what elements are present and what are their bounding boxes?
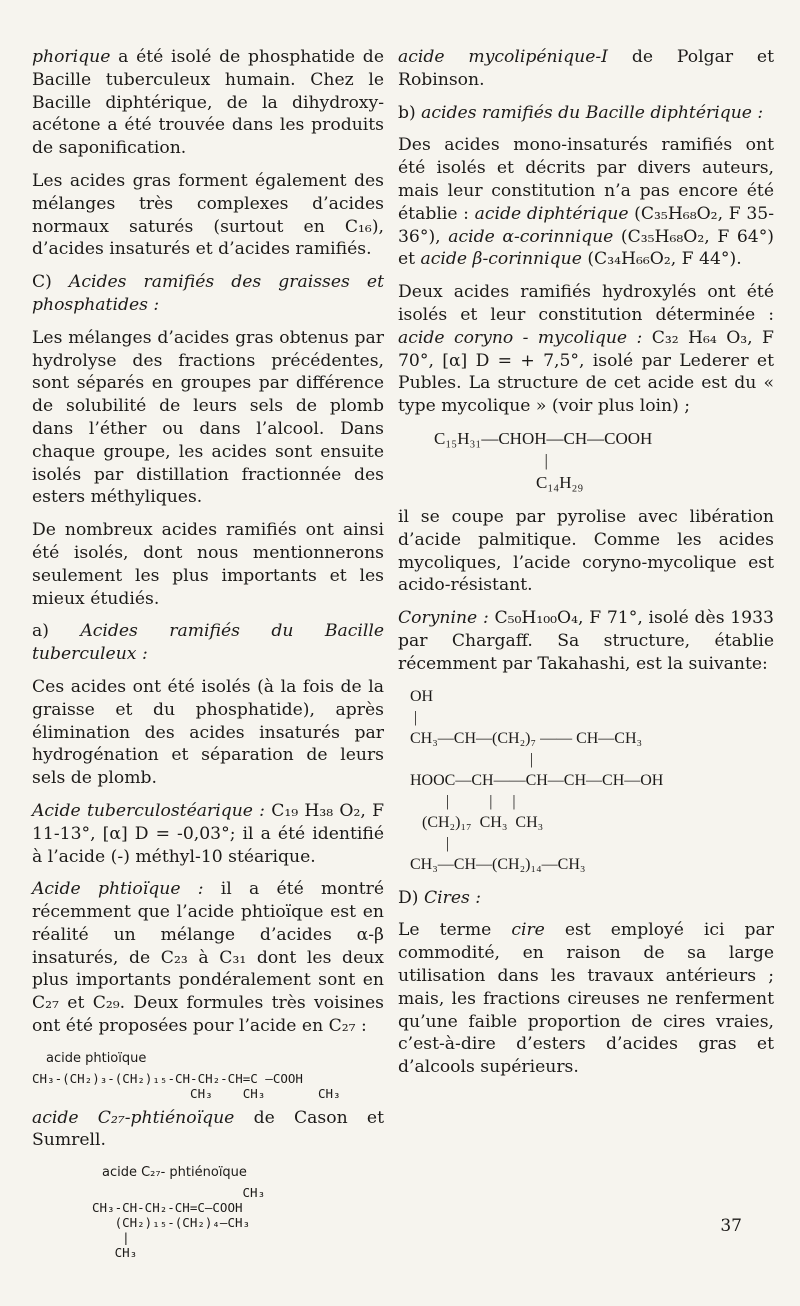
section-heading-d: D) Cires : xyxy=(398,887,482,908)
paragraph: phorique a été isolé de phosphatide de Bacille tuberculeux humain. Chez le Bacille diphtérique, de la dihydroxy-acétone a été trouvée dans les produits de saponification. xyxy=(32,47,384,159)
handwritten-formula: CH₃ CH₃-CH-CH₂-CH=C—COOH (CH₂)₁₅-(CH₂)₄—CH₃ | CH₃ xyxy=(92,1185,266,1261)
paragraph: acide C₂₇-phtiénoïque de Cason et Sumrell. xyxy=(32,1107,384,1151)
page-number: 37 xyxy=(720,1216,742,1236)
paragraph: Deux acides ramifiés hydroxylés ont été isolés et leur constitution déterminée : acide coryno - mycolique : C₃₂ H₆₄ O₃, F 70°, [α] D = + 7,5°, isolé par Lederer et Publes. La structure de cet acide est du « type mycolique » (voir plus loin) ; xyxy=(398,282,774,417)
right-column xyxy=(398,46,774,1089)
section-heading-c: C) Acides ramifiés des graisses et phosphatides : xyxy=(32,272,384,315)
chemical-formula: C₁₅H₃₁—CHOH—CH—COOH | C₁₄H₂₉ xyxy=(434,428,653,492)
paragraph: Les mélanges d’acides gras obtenus par hydrolyse des fractions précédentes, sont séparés en groupes par différence de solubilité de leurs sels de plomb dans l’éther ou dans l’alcool. Dans chaque groupe, les acides sont ensuite isolés par distillation fractionnée des esters méthyliques. xyxy=(32,327,384,508)
paragraph: Des acides mono-insaturés ramifiés ont été isolés et décrits par divers auteurs, mais leur constitution n’a pas encore été établie : acide diphtérique (C₃₅H₆₈O₂, F 35-36°), acide α-corinnique (C₃₅H₆₈O₂, F 64°) et acide β-corinnique (C₃₄H₆₆O₂, F 44°). xyxy=(398,135,774,270)
paragraph: De nombreux acides ramifiés ont ainsi été isolés, dont nous mentionnerons seulement les plus importants et les mieux étudiés. xyxy=(32,520,384,609)
paragraph: Les acides gras forment également des mélanges très complexes d’acides normaux saturés (surtout en C₁₆), d’acides insaturés et d’acides ramifiés. xyxy=(32,170,384,260)
paragraph: acide mycolipénique-I de Polgar et Robinson. xyxy=(398,47,774,90)
handwritten-formula: CH₃-(CH₂)₃-(CH₂)₁₅-CH-CH₂-CH=C —COOH CH₃ CH₃ CH₃ xyxy=(32,1070,341,1101)
paragraph: Corynine : C₅₀H₁₀₀O₄, F 71°, isolé dès 1933 par Chargaff. Sa structure, établie récemment par Takahashi, est la suivante: xyxy=(398,608,774,674)
handwritten-formula-title: acide C₂₇- phtiénoïque xyxy=(102,1165,247,1181)
section-heading-a: a) Acides ramifiés du Bacille tuberculeux : xyxy=(32,621,384,665)
handwritten-formula-title: acide phtioïque xyxy=(46,1050,147,1066)
chemical-formula: OH | CH₃—CH—(CH₂)₇ —— CH—CH₃ | HOOC—CH——CH—CH—CH—OH | | | (CH₂)₁₇ CH₃ CH₃ | CH₃—CH—(CH₂)₁₄—CH₃ xyxy=(410,687,664,873)
paragraph: Le terme cire est employé ici par commodité, en raison de sa large utilisation dans les travaux antérieurs ; mais, les fractions cireuses ne renferment qu’une faible proportion de cires vraies, c’est-à-dire d’esters d’acides gras et d’alcools supérieurs. xyxy=(398,920,774,1078)
left-column xyxy=(32,46,384,1266)
paragraph: Acide tuberculostéarique : C₁₉ H₃₈ O₂, F 11-13°, [α] D = -0,03°; il a été identifié à l’acide (-) méthyl-10 stéarique. xyxy=(32,800,384,867)
section-heading-b: b) acides ramifiés du Bacille diphtérique : xyxy=(398,102,764,123)
paragraph: il se coupe par pyrolise avec libération d’acide palmitique. Comme les acides mycoliques, l’acide coryno-mycolique est acido-résistant. xyxy=(398,506,774,596)
paragraph: Ces acides ont été isolés (à la fois de la graisse et du phosphatide), après élimination des acides insaturés par hydrogénation et séparation de leurs sels de plomb. xyxy=(32,676,384,789)
paragraph: Acide phtioïque : il a été montré récemment que l’acide phtioïque est en réalité un mélange d’acides α-β insaturés, de C₂₃ à C₃₁ dont les deux plus importants pondéralement sont en C₂₇ et C₂₉. Deux formules très voisines ont été proposées pour l’acide en C₂₇ : xyxy=(32,879,384,1037)
